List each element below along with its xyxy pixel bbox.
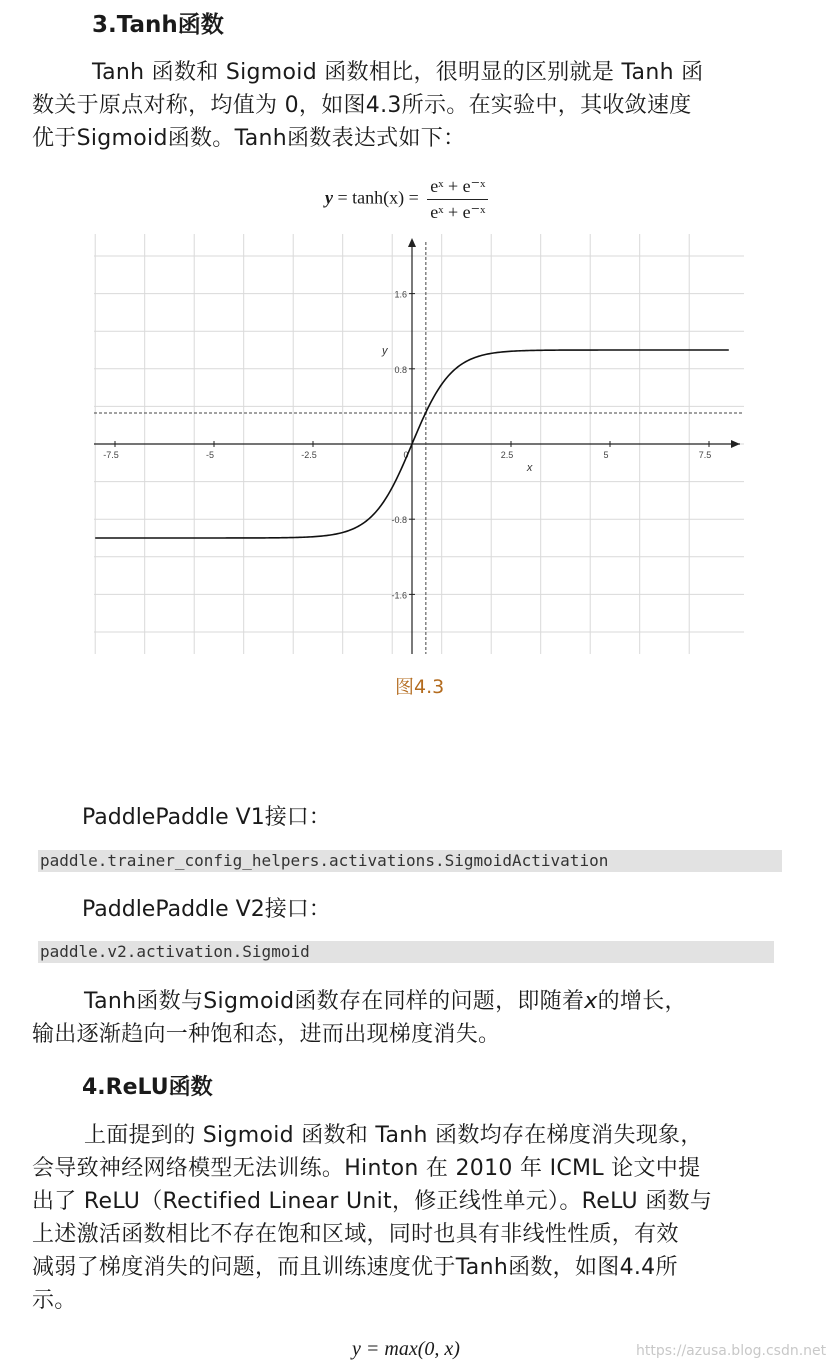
paragraph-line: 会导致神经网络模型无法训练。Hinton 在 2010 年 ICML 论文中提 — [32, 1156, 701, 1181]
x-tick-label: 5 — [603, 450, 609, 460]
formula-denominator: eˣ + e⁻ˣ — [430, 202, 486, 222]
x-axis-label: x — [526, 462, 533, 474]
section-heading-tanh: 3.Tanh函数 — [92, 12, 224, 38]
tanh-intro-paragraph — [32, 56, 802, 155]
paragraph-line — [32, 985, 802, 1018]
y-axis-label: y — [382, 345, 388, 357]
note-text: 的增长， — [597, 989, 687, 1014]
section-heading-relu: 4.ReLU函数 — [82, 1075, 213, 1100]
y-tick-label: -1.6 — [391, 590, 407, 601]
note-variable: x — [584, 989, 598, 1014]
formula-fraction — [427, 176, 488, 223]
relu-formula: y = max(0, x) — [352, 1338, 460, 1360]
tanh-saturation-paragraph — [32, 985, 802, 1051]
y-tick-label: 0.8 — [394, 364, 407, 375]
paragraph-line: 上面提到的 Sigmoid 函数和 Tanh 函数均存在梯度消失现象， — [84, 1123, 703, 1148]
tanh-formula — [325, 176, 488, 223]
formula-eq: = tanh(x) = — [337, 187, 419, 208]
x-tick-label: -2.5 — [301, 450, 317, 460]
formula-lhs: y — [325, 187, 333, 208]
watermark: https://azusa.blog.csdn.net — [636, 1343, 827, 1359]
x-tick-label: -7.5 — [103, 450, 119, 460]
y-tick-label: 1.6 — [394, 289, 407, 300]
note-text: Tanh函数与Sigmoid函数存在同样的问题，即随着 — [84, 989, 585, 1014]
x-tick-label: 2.5 — [500, 450, 514, 460]
y-tick-label: -0.8 — [391, 515, 407, 526]
formula-numerator: eˣ + e⁻ˣ — [427, 176, 488, 200]
x-tick-label: -5 — [205, 450, 215, 460]
figure-caption: 图4.3 — [395, 676, 445, 698]
x-tick-label: 7.5 — [698, 450, 712, 460]
paragraph-line: 上述激活函数相比不存在饱和区域，同时也具有非线性性质，有效 — [32, 1222, 679, 1247]
x-tick-label: 0 — [403, 450, 409, 460]
paragraph-line: 优于Sigmoid函数。Tanh函数表达式如下： — [32, 126, 466, 151]
paragraph-line: 出了 ReLU（Rectified Linear Unit，修正线性单元）。ReLU 函数与 — [32, 1189, 713, 1214]
v2-code-block: paddle.v2.activation.Sigmoid — [38, 941, 774, 963]
paragraph-line: 示。 — [32, 1288, 77, 1313]
y-axis-arrow — [408, 238, 416, 247]
x-axis-arrow — [731, 440, 740, 448]
paragraph-line: 数关于原点对称，均值为 0，如图4.3所示。在实验中，其收敛速度 — [32, 93, 692, 118]
v2-interface-label: PaddlePaddle V2接口： — [82, 897, 331, 922]
v1-interface-label: PaddlePaddle V1接口： — [82, 805, 331, 830]
tanh-chart — [94, 234, 744, 654]
v1-code-block: paddle.trainer_config_helpers.activations.SigmoidActivation — [38, 850, 782, 872]
relu-intro-paragraph — [32, 1119, 802, 1317]
paragraph-line: 减弱了梯度消失的问题，而且训练速度优于Tanh函数，如图4.4所 — [32, 1255, 678, 1280]
paragraph-line: 输出逐渐趋向一种饱和态，进而出现梯度消失。 — [32, 1022, 501, 1047]
paragraph-line: Tanh 函数和 Sigmoid 函数相比，很明显的区别就是 Tanh 函 — [92, 60, 704, 85]
